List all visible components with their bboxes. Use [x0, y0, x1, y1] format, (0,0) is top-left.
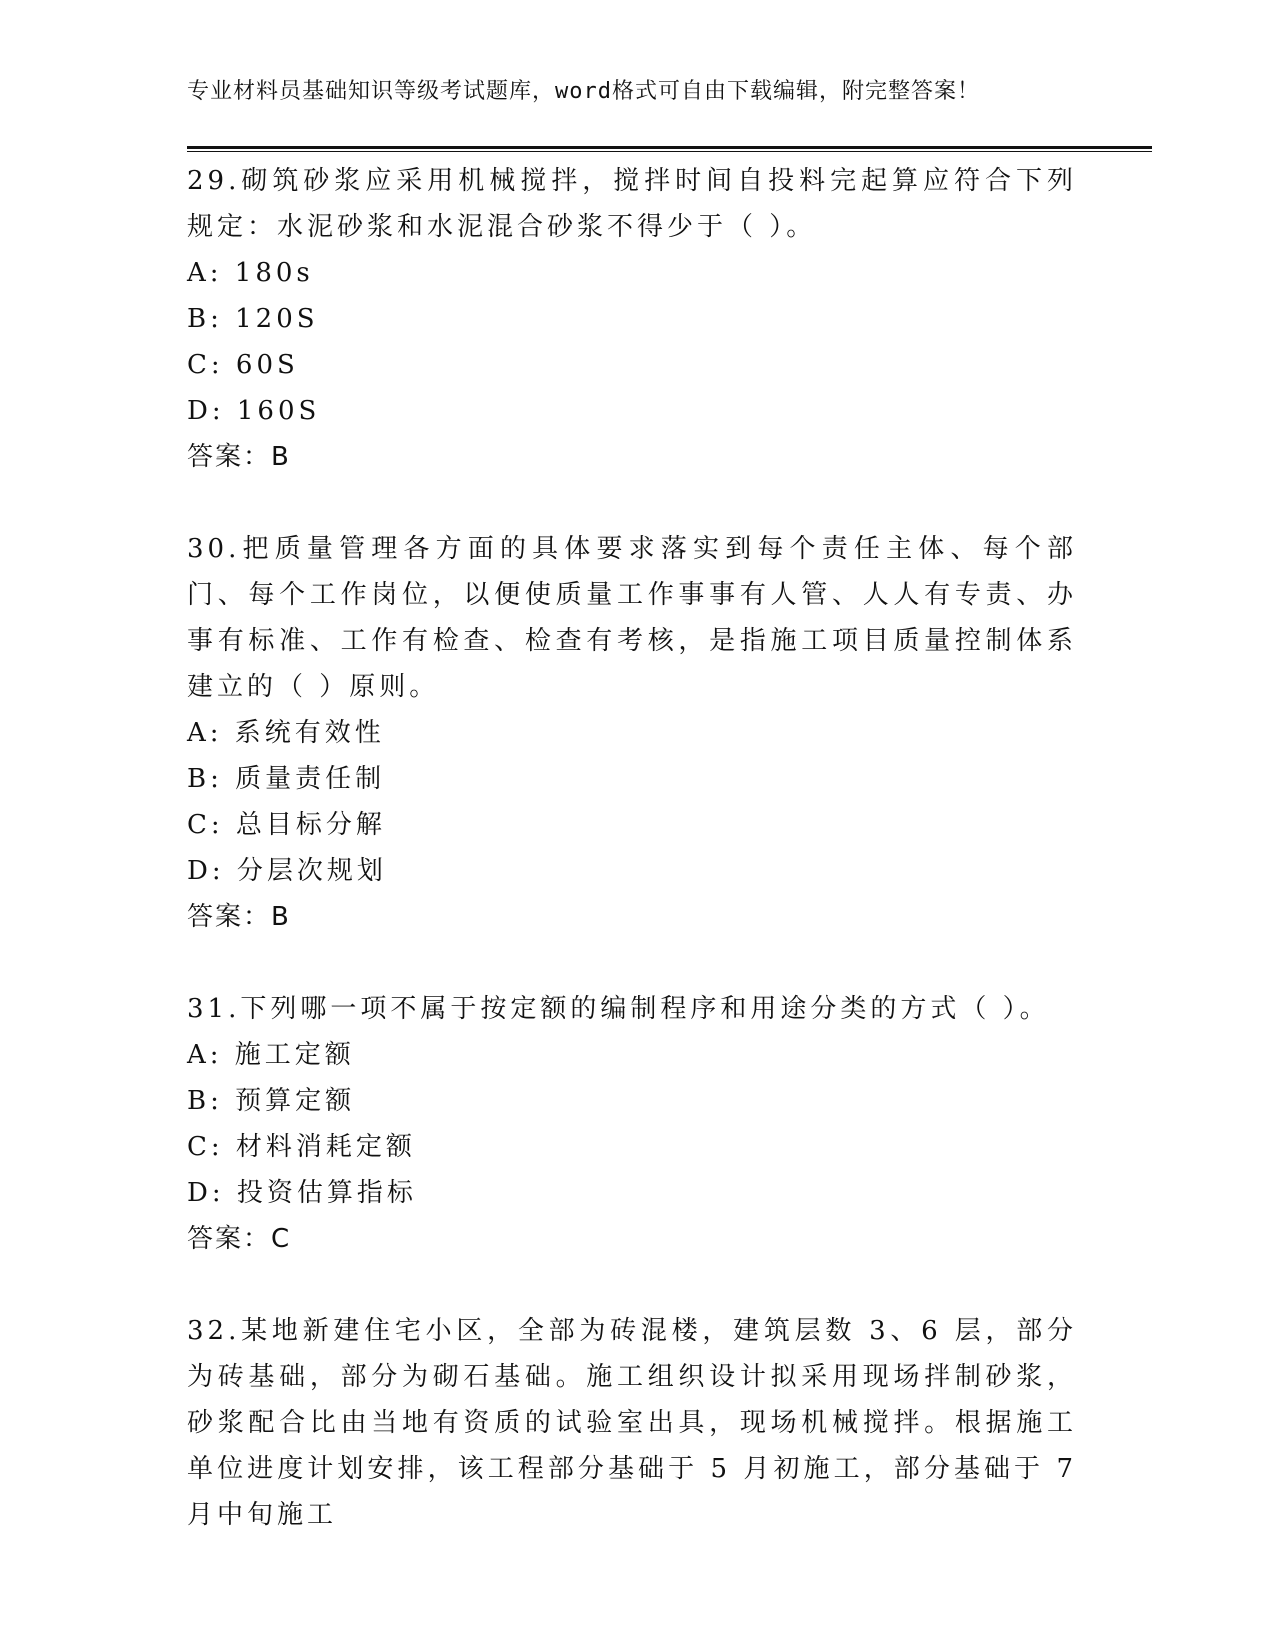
- option-b: B: 120S: [187, 304, 319, 334]
- option-a: A: 系统有效性: [187, 718, 385, 748]
- question-29: [187, 158, 1077, 480]
- option-c: C: 材料消耗定额: [187, 1132, 416, 1162]
- option-c: C: 60S: [187, 350, 299, 380]
- option-d: D: 分层次规划: [187, 856, 387, 886]
- question-32: [187, 1308, 1077, 1538]
- option-b: B: 质量责任制: [187, 764, 386, 794]
- question-30: [187, 526, 1077, 940]
- page-header: 专业材料员基础知识等级考试题库，word格式可自由下载编辑，附完整答案！: [187, 79, 980, 104]
- question-text: 30.把质量管理各方面的具体要求落实到每个责任主体、每个部门、每个工作岗位，以便使质量工作事事有人管、人人有专责、办事有标准、工作有检查、检查有考核，是指施工项目质量控制体系建立的（ ）原则。: [187, 534, 1077, 702]
- question-text: 31.下列哪一项不属于按定额的编制程序和用途分类的方式（ ）。: [187, 994, 1050, 1024]
- header-divider-thin: [187, 151, 1152, 152]
- answer-line: 答案：B: [187, 442, 291, 472]
- answer-line: 答案：C: [187, 1224, 292, 1254]
- question-31: [187, 986, 1077, 1262]
- option-b: B: 预算定额: [187, 1086, 356, 1116]
- option-a: A: 180s: [187, 258, 314, 288]
- option-a: A: 施工定额: [187, 1040, 355, 1070]
- option-c: C: 总目标分解: [187, 810, 386, 840]
- question-list: [187, 158, 1077, 1538]
- answer-line: 答案：B: [187, 902, 291, 932]
- header-divider-thick: [187, 146, 1152, 149]
- option-d: D: 投资估算指标: [187, 1178, 417, 1208]
- question-text: 29.砌筑砂浆应采用机械搅拌，搅拌时间自投料完起算应符合下列规定：水泥砂浆和水泥混合砂浆不得少于（ ）。: [187, 166, 1077, 242]
- question-text: 32.某地新建住宅小区，全部为砖混楼，建筑层数 3、6 层，部分为砖基础，部分为砌石基础。施工组织设计拟采用现场拌制砂浆，砂浆配合比由当地有资质的试验室出具，现场机械搅拌。根据施工单位进度计划安排，该工程部分基础于 5 月初施工，部分基础于 7 月中旬施工: [187, 1316, 1077, 1530]
- option-d: D: 160S: [187, 396, 321, 426]
